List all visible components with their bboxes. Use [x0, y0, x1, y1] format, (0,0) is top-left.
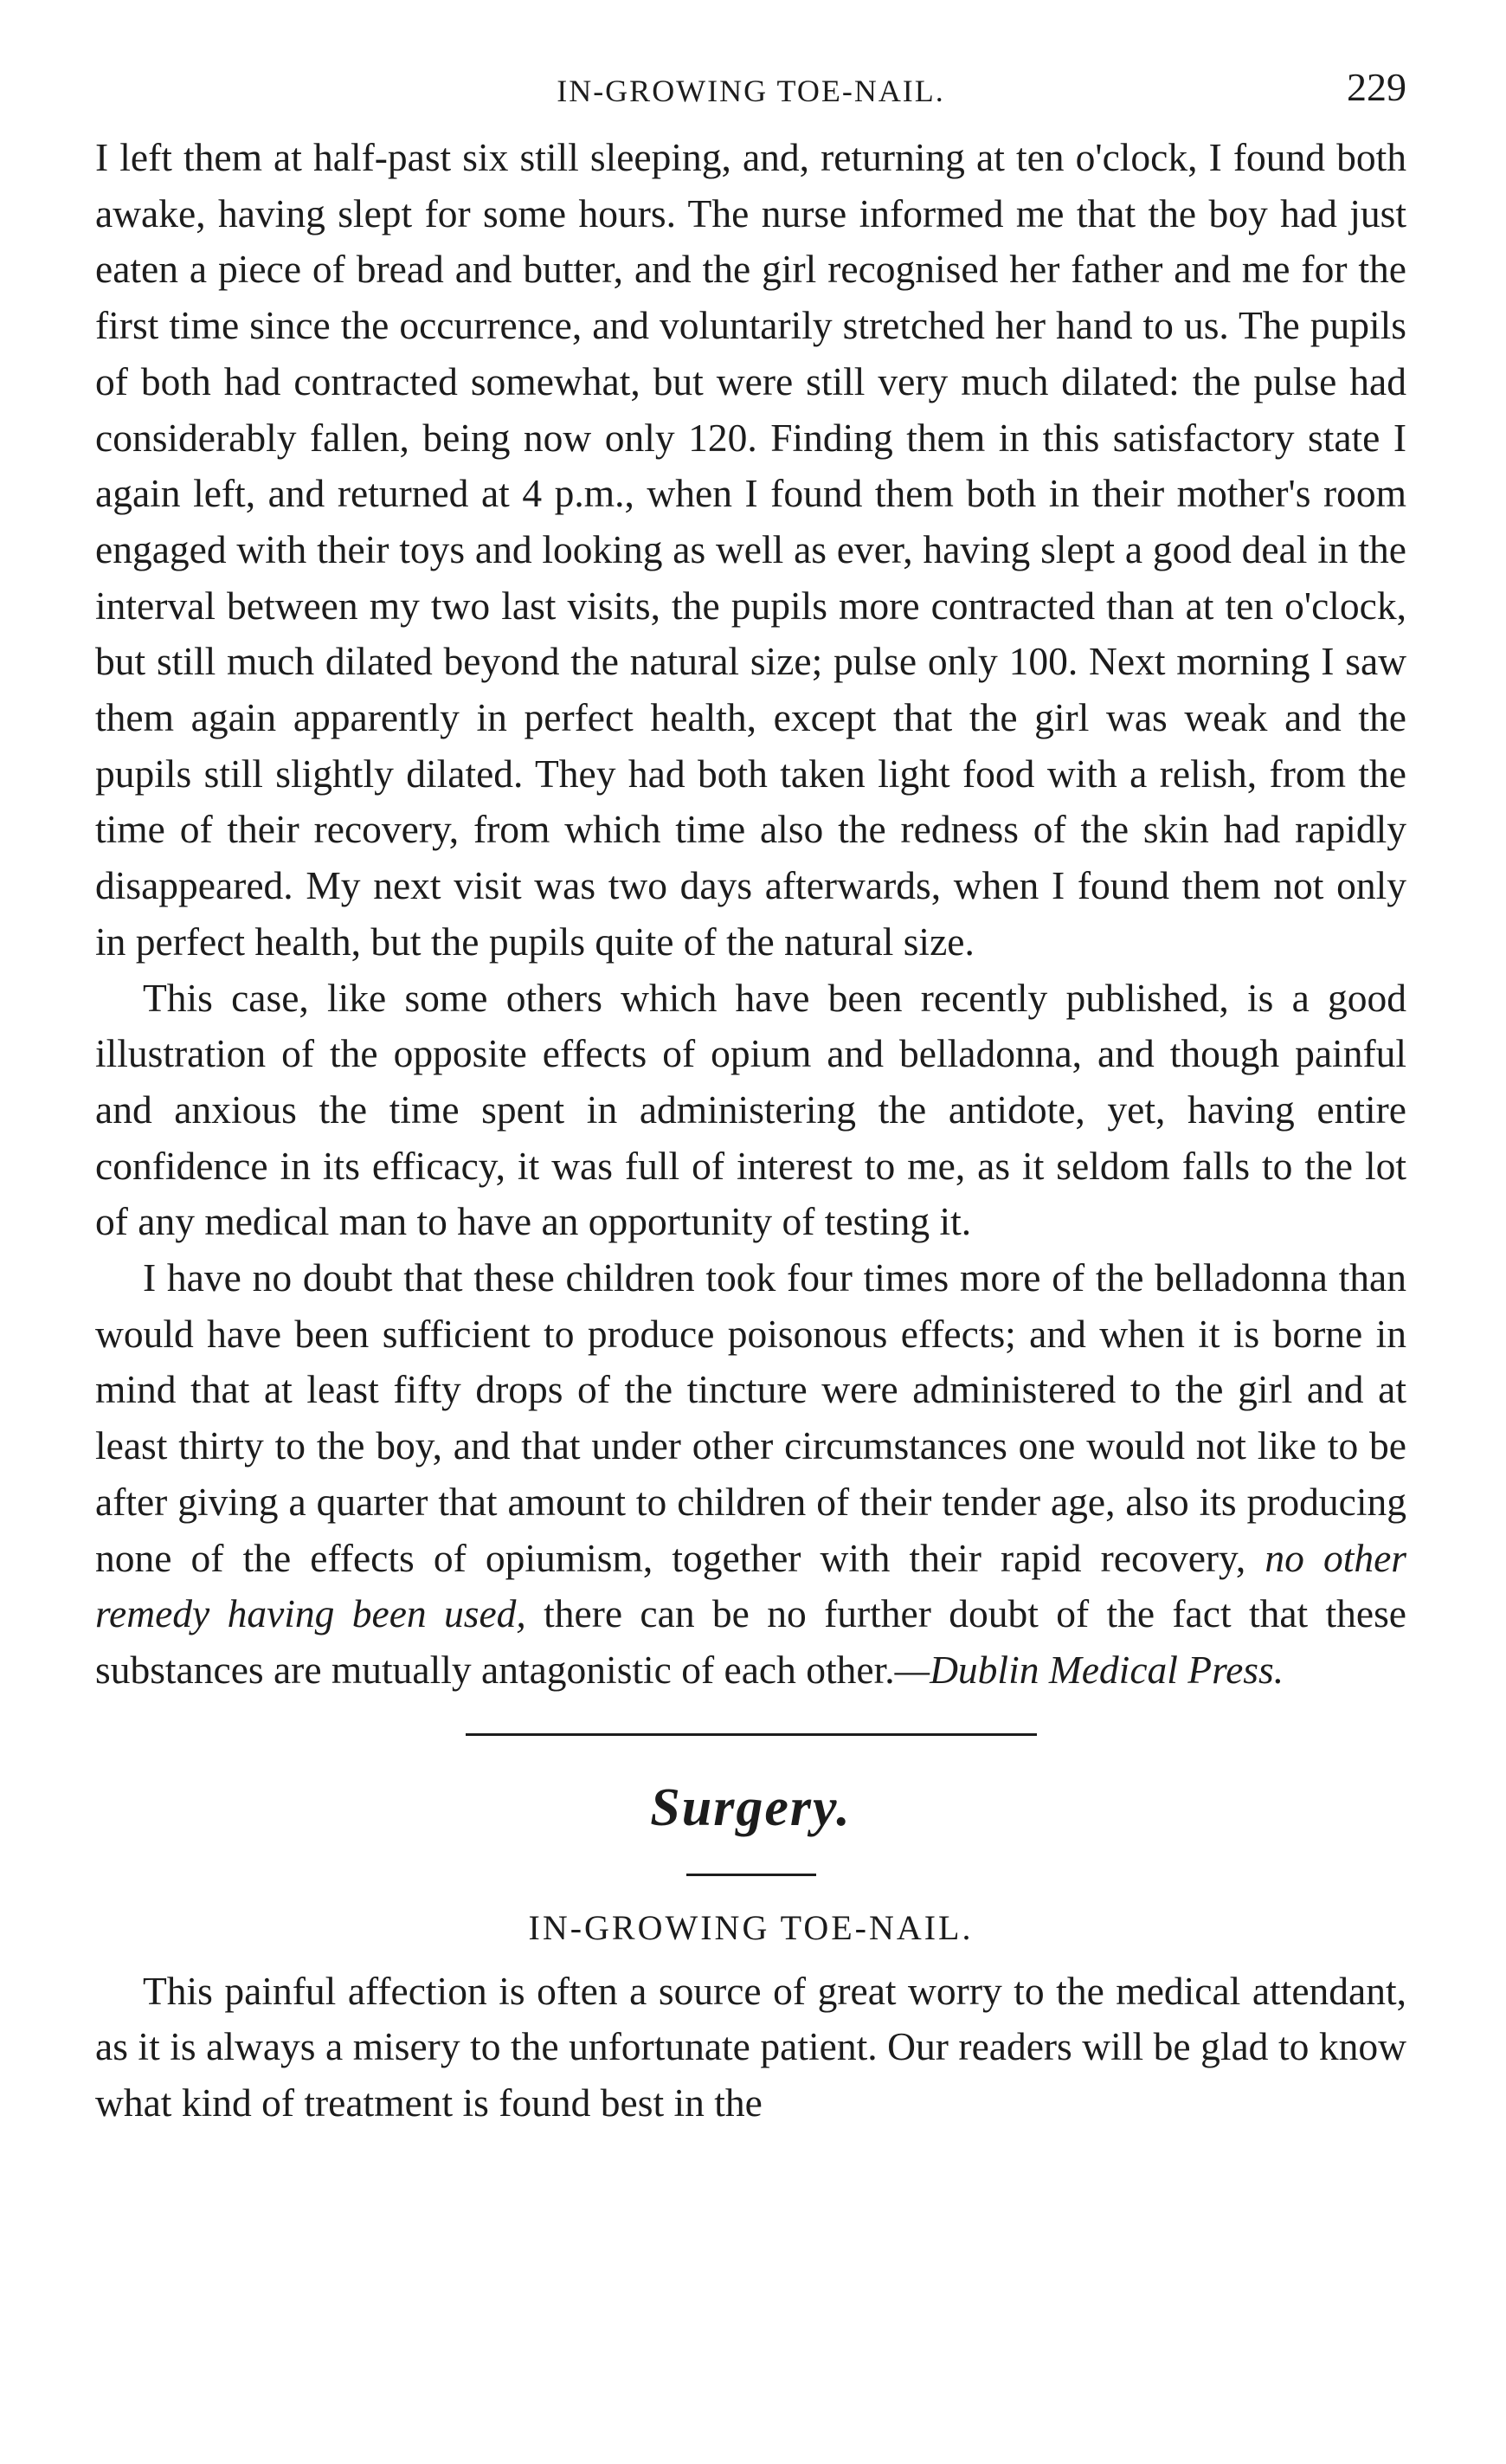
article-body [95, 130, 1406, 1699]
paragraph-illustration: This case, like some others which have been recently published, is a good illustration of the opposite effects of opium and belladonna, and though painful and anxious the time spent in administering the antidote, yet, having entire confidence in its efficacy, it was full of interest to me, as it seldom falls to the lot of any medical man to have an opportunity of testing it. [95, 975, 1406, 1244]
surgery-article-body [95, 1964, 1406, 2132]
running-head [95, 61, 1406, 130]
conclusion-italic-phrase: no other remedy having been used, [95, 1535, 1407, 1636]
paragraph-case-report: I left them at half-past six still sleeping, and, returning at ten o'clock, I found both awake, having slept for some hours. The nurse informed me that the boy had just eaten a piece of bread and butter, and the girl recognised her father and me for the first time since the occurrence, and voluntarily stretched her hand to us. The pupils of both had contracted somewhat, but were still very much dilated: the pulse had considerably fallen, being now only 120. Finding them in this satisfactory state I again left, and returned at 4 p.m., when I found them both in their mother's room engaged with their toys and looking as well as ever, having slept a good deal in the interval between my two last visits, the pupils more contracted than at ten o'clock, but still much dilated beyond the natural size; pulse only 100. Next morning I saw them again apparently in perfect health, except that the girl was weak and the pupils still slightly dilated. They had both taken light food with a relish, from the time of their recovery, from which time also the redness of the skin had rapidly disappeared. My next visit was two days afterwards, when I found them not only in perfect health, but the pupils quite of the natural size. [95, 135, 1406, 964]
source-citation: —Dublin Medical Press. [894, 1647, 1284, 1692]
heading-underline [686, 1874, 816, 1876]
paragraph-toe-nail-intro: This painful affection is often a source of great worry to the medical attendant, as it is always a misery to the unfortunate patient. Our readers will be glad to know what kind of treatment is found best in the [95, 1968, 1406, 2125]
conclusion-text-end: there can be no further doubt of the fact that these substances are mutually antagonistic of each other. [95, 1591, 1407, 1692]
paragraph-conclusion [95, 1250, 1406, 1699]
book-page [95, 61, 1406, 2132]
page-number: 229 [1347, 65, 1406, 109]
conclusion-text: I have no doubt that these children took four times more of the belladonna than would have been sufficient to produce poisonous effects; and when it is borne in mind that at least fifty drops of the tincture were administered to the girl and at least thirty to the boy, and that under other circumstances one would not like to be after giving a quarter that amount to children of their tender age, also its producing none of the effects of opiumism, together with their rapid recovery, [95, 1255, 1406, 1580]
section-divider [466, 1733, 1037, 1736]
article-title: IN-GROWING TOE-NAIL. [528, 1907, 974, 1947]
running-title: IN-GROWING TOE-NAIL. [557, 74, 945, 108]
section-heading: Surgery. [650, 1777, 852, 1837]
